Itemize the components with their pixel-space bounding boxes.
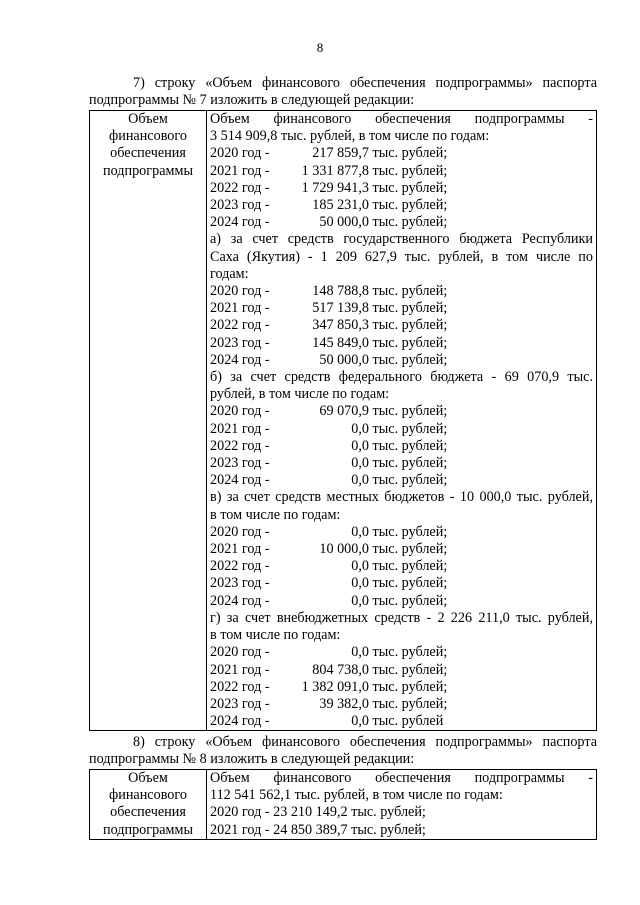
source-g-line: г) за счет внебюджетных средств - 2 226 211,0 тыс. рублей, — [210, 609, 593, 626]
source-b-line: рублей, в том числе по годам: — [210, 386, 390, 403]
source-v-line: в том числе по годам: — [210, 506, 341, 523]
table-row — [90, 111, 597, 731]
year-row: 2020 год - 0,0 тыс. рублей; — [210, 523, 448, 540]
year-row: 2022 год - 1 729 941,3 тыс. рублей; — [210, 179, 448, 196]
label-line: подпрограммы — [103, 821, 193, 838]
source-a-line: годам: — [210, 265, 249, 282]
total-line: 3 514 909,8 тыс. рублей, в том числе по годам: — [210, 128, 490, 145]
section7-intro-line1: 7) строку «Объем финансового обеспечения подпрограммы» паспорта — [133, 75, 597, 91]
year-row: 2024 год - 0,0 тыс. рублей — [210, 713, 444, 730]
year-row: 2021 год - 517 139,8 тыс. рублей; — [210, 300, 448, 317]
year-row: 2022 год - 347 850,3 тыс. рублей; — [210, 317, 448, 334]
year-row: 2024 год - 0,0 тыс. рублей; — [210, 592, 448, 609]
label-line: финансового — [109, 128, 187, 145]
section8-content-cell — [207, 770, 597, 840]
year-row: 2023 год - 0,0 тыс. рублей; — [210, 575, 448, 592]
source-b-line: б) за счет средств федерального бюджета - 69 070,9 тыс. — [210, 369, 593, 386]
source-v-line: в) за счет средств местных бюджетов - 10 000,0 тыс. рублей, — [210, 489, 593, 506]
year-row: 2023 год - 0,0 тыс. рублей; — [210, 455, 448, 472]
year-row: 2021 год - 804 738,0 тыс. рублей; — [210, 661, 448, 678]
year-row: 2023 год - 145 849,0 тыс. рублей; — [210, 334, 448, 351]
year-row: 2024 год - 50 000,0 тыс. рублей; — [210, 214, 448, 231]
year-row: 2021 год - 24 850 389,7 тыс. рублей; — [210, 821, 426, 838]
source-a-line: а) за счет средств государственного бюджета Республики — [210, 231, 593, 248]
section7-table — [89, 110, 597, 731]
year-row: 2024 год - 50 000,0 тыс. рублей; — [210, 351, 448, 368]
year-row: 2021 год - 1 331 877,8 тыс. рублей; — [210, 162, 448, 179]
year-row: 2020 год - 217 859,7 тыс. рублей; — [210, 145, 448, 162]
section7-content-cell — [207, 111, 597, 731]
label-line: подпрограммы — [103, 162, 193, 179]
year-row: 2020 год - 69 070,9 тыс. рублей; — [210, 403, 448, 420]
section8-intro — [89, 734, 597, 769]
page-number: 8 — [316, 40, 324, 55]
year-row: 2023 год - 185 231,0 тыс. рублей; — [210, 197, 448, 214]
year-row: 2021 год - 0,0 тыс. рублей; — [210, 420, 448, 437]
year-row: 2020 год - 23 210 149,2 тыс. рублей; — [210, 804, 426, 821]
section8-intro-line1: 8) строку «Объем финансового обеспечения подпрограммы» паспорта — [133, 734, 597, 750]
section7-intro — [89, 75, 597, 110]
source-a-line: Саха (Якутия) - 1 209 627,9 тыс. рублей, в том числе по — [210, 248, 593, 265]
source-g-line: в том числе по годам: — [210, 627, 341, 644]
label-line: Объем — [128, 111, 168, 127]
year-row: 2022 год - 0,0 тыс. рублей; — [210, 558, 448, 575]
table-row — [90, 770, 597, 840]
label-line: Объем — [128, 770, 168, 786]
section8-intro-line2: подпрограммы № 8 изложить в следующей редакции: — [89, 751, 415, 768]
total-line: Объем финансового обеспечения подпрограммы - — [210, 111, 593, 127]
label-line: обеспечения — [110, 804, 186, 821]
year-row: 2023 год - 39 382,0 тыс. рублей; — [210, 695, 448, 712]
year-row: 2021 год - 10 000,0 тыс. рублей; — [210, 541, 448, 558]
label-line: обеспечения — [110, 145, 186, 162]
label-line: финансового — [109, 787, 187, 804]
total-line: Объем финансового обеспечения подпрограммы - — [210, 770, 593, 786]
section8-table — [89, 769, 597, 840]
year-row: 2022 год - 1 382 091,0 тыс. рублей; — [210, 678, 448, 695]
total-line: 112 541 562,1 тыс. рублей, в том числе по годам: — [210, 787, 503, 804]
year-row: 2020 год - 0,0 тыс. рублей; — [210, 644, 448, 661]
year-row: 2024 год - 0,0 тыс. рублей; — [210, 472, 448, 489]
section7-label-cell — [90, 111, 207, 731]
section8-label-cell — [90, 770, 207, 840]
section7-intro-line2: подпрограммы № 7 изложить в следующей редакции: — [89, 92, 415, 109]
year-row: 2020 год - 148 788,8 тыс. рублей; — [210, 283, 448, 300]
year-row: 2022 год - 0,0 тыс. рублей; — [210, 437, 448, 454]
